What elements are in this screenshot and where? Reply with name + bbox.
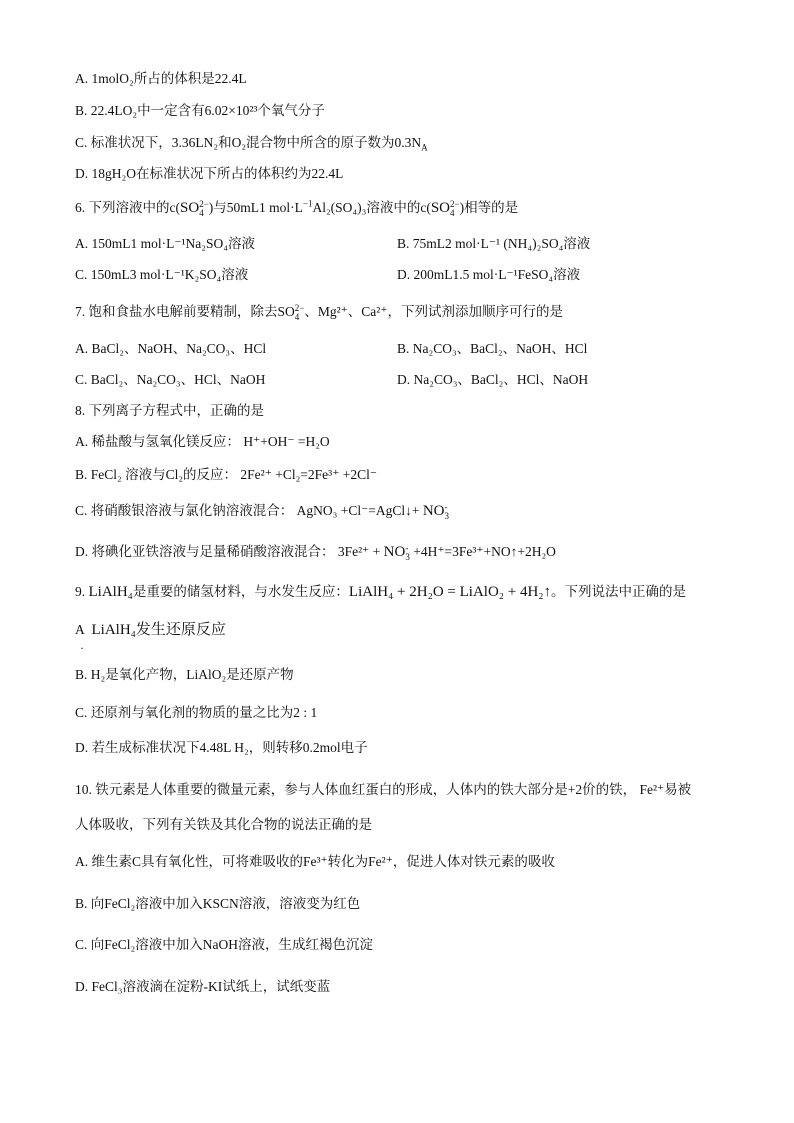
q9-stem-mid: 是重要的储氢材料，与水发生反应： (132, 584, 349, 599)
q8-no3-2: NO (383, 544, 406, 560)
q7-option-d: D. Na₂CO₃、BaCl₂、HCl、NaOH (397, 372, 589, 387)
q8-no3-2-scripts: - 3 (405, 542, 410, 562)
q9-option-c: C. 还原剂与氧化剂的物质的量之比为2 : 1 (75, 705, 318, 720)
q6-stem-mid2: Al₂(SO₄)₃溶液中的c( (312, 200, 431, 215)
q7-stem-pre: 7. 饱和食盐水电解前要精制，除去SO (75, 304, 295, 319)
q7-option-c: C. BaCl₂、Na₂CO₃、HCl、NaOH (75, 372, 266, 387)
q7-ion-scripts: 2− 4 (294, 302, 305, 322)
q8-no3-1-scripts: - 3 (444, 501, 449, 521)
q6-option-b: B. 75mL2 mol·L⁻¹ (NH₄)₂SO₄溶液 (397, 236, 591, 251)
q9-stem-pre: 9. (75, 584, 89, 599)
q7-option-b: B. Na₂CO₃、BaCl₂、NaOH、HCl (397, 341, 588, 356)
q6-ion-1-scripts: 2− 4 (199, 198, 209, 218)
q9-stem-post: 。下列说法中正确的是 (551, 584, 687, 599)
q8-option-c-text: C. 将硝酸银溶液与氯化钠溶液混合： AgNO₃ +Cl⁻=AgCl↓+ (75, 503, 423, 518)
q10-stem-line2: 人体吸收，下列有关铁及其化合物的说法正确的是 (75, 817, 372, 832)
q8-stem: 8. 下列离子方程式中，正确的是 (75, 403, 264, 418)
q10-option-b: B. 向FeCl₂溶液中加入KSCN溶液，溶液变为红色 (75, 896, 361, 911)
q9-option-d: D. 若生成标准状况下4.48L H₂，则转移0.2mol电子 (75, 740, 368, 755)
q8-option-d-post: +4H⁺=3Fe³⁺+NO↑+2H₂O (409, 544, 556, 559)
q6-option-d: D. 200mL1.5 mol·L⁻¹FeSO₄溶液 (397, 267, 581, 282)
q8-option-b: B. FeCl₂ 溶液与Cl₂的反应： 2Fe²⁺ +Cl₂=2Fe³⁺ +2Cl⁻ (75, 467, 377, 482)
q5-option-c (75, 134, 428, 152)
q8-no3-1: NO (422, 503, 445, 519)
q8-option-a: A. 稀盐酸与氢氧化镁反应： H⁺+OH⁻ =H₂O (75, 434, 330, 449)
q6-ion-2-scripts: 2− 4 (450, 198, 460, 218)
q8-option-d-pre: D. 将碘化亚铁溶液与足量稀硝酸溶液混合： 3Fe²⁺ + (75, 544, 384, 559)
q9-option-a (75, 621, 226, 639)
bullet-dot: · (80, 641, 84, 655)
q7-stem-post: 、Mg²⁺、Ca²⁺，下列试剂添加顺序可行的是 (304, 304, 563, 319)
q8-option-d (75, 543, 556, 562)
q7-option-a: A. BaCl₂、NaOH、Na₂CO₃、HCl (75, 341, 267, 356)
q9-formula: LiAlH₄ (88, 584, 133, 600)
q6-stem-mid: )与50mL1 mol·L (208, 200, 303, 215)
q6-stem-pre: 6. 下列溶液中的c( (75, 200, 180, 215)
q6-option-a: A. 150mL1 mol·L⁻¹Na₂SO₄溶液 (75, 236, 255, 251)
q5-option-c-sub: A (421, 142, 428, 153)
q6-option-c: C. 150mL3 mol·L⁻¹K₂SO₄溶液 (75, 267, 249, 282)
q7-stem (75, 303, 563, 322)
q6-ion-2: SO (430, 200, 451, 216)
q6-stem-post: )相等的是 (459, 200, 519, 215)
q6-ion-1: SO (180, 200, 200, 216)
q6-stem-mid-sup: −1 (302, 198, 313, 209)
q10-option-a: A. 维生素C具有氧化性，可将难吸收的Fe³⁺转化为Fe²⁺，促进人体对铁元素的吸收 (75, 854, 555, 869)
q10-option-d: D. FeCl₃溶液滴在淀粉-KI试纸上，试纸变蓝 (75, 979, 331, 994)
q9-option-a-text: LiAlH₄发生还原反应 (91, 622, 226, 638)
q10-stem-line1: 10. 铁元素是人体重要的微量元素，参与人体血红蛋白的形成，人体内的铁大部分是+2价的铁， Fe²⁺易被 (75, 782, 692, 797)
q5-option-d: D. 18gH₂O在标准状况下所占的体积约为22.4L (75, 166, 344, 181)
q5-option-c-text: C. 标准状况下，3.36LN₂和O₂混合物中所含的原子数为0.3N (75, 135, 422, 150)
q5-option-a: A. 1molO₂所占的体积是22.4L (75, 71, 247, 86)
q6-stem (75, 199, 518, 218)
q9-equation: LiAlH₄ + 2H₂O = LiAlO₂ + 4H₂↑ (348, 584, 552, 600)
q9-option-a-label: A (75, 622, 85, 637)
q9-option-b: B. H₂是氧化产物，LiAlO₂是还原产物 (75, 667, 294, 682)
q9-stem (75, 583, 686, 601)
q5-option-b: B. 22.4LO₂中一定含有6.02×10²³个氧气分子 (75, 103, 325, 118)
q10-option-c: C. 向FeCl₂溶液中加入NaOH溶液，生成红褐色沉淀 (75, 937, 373, 952)
q8-option-c (75, 502, 449, 521)
